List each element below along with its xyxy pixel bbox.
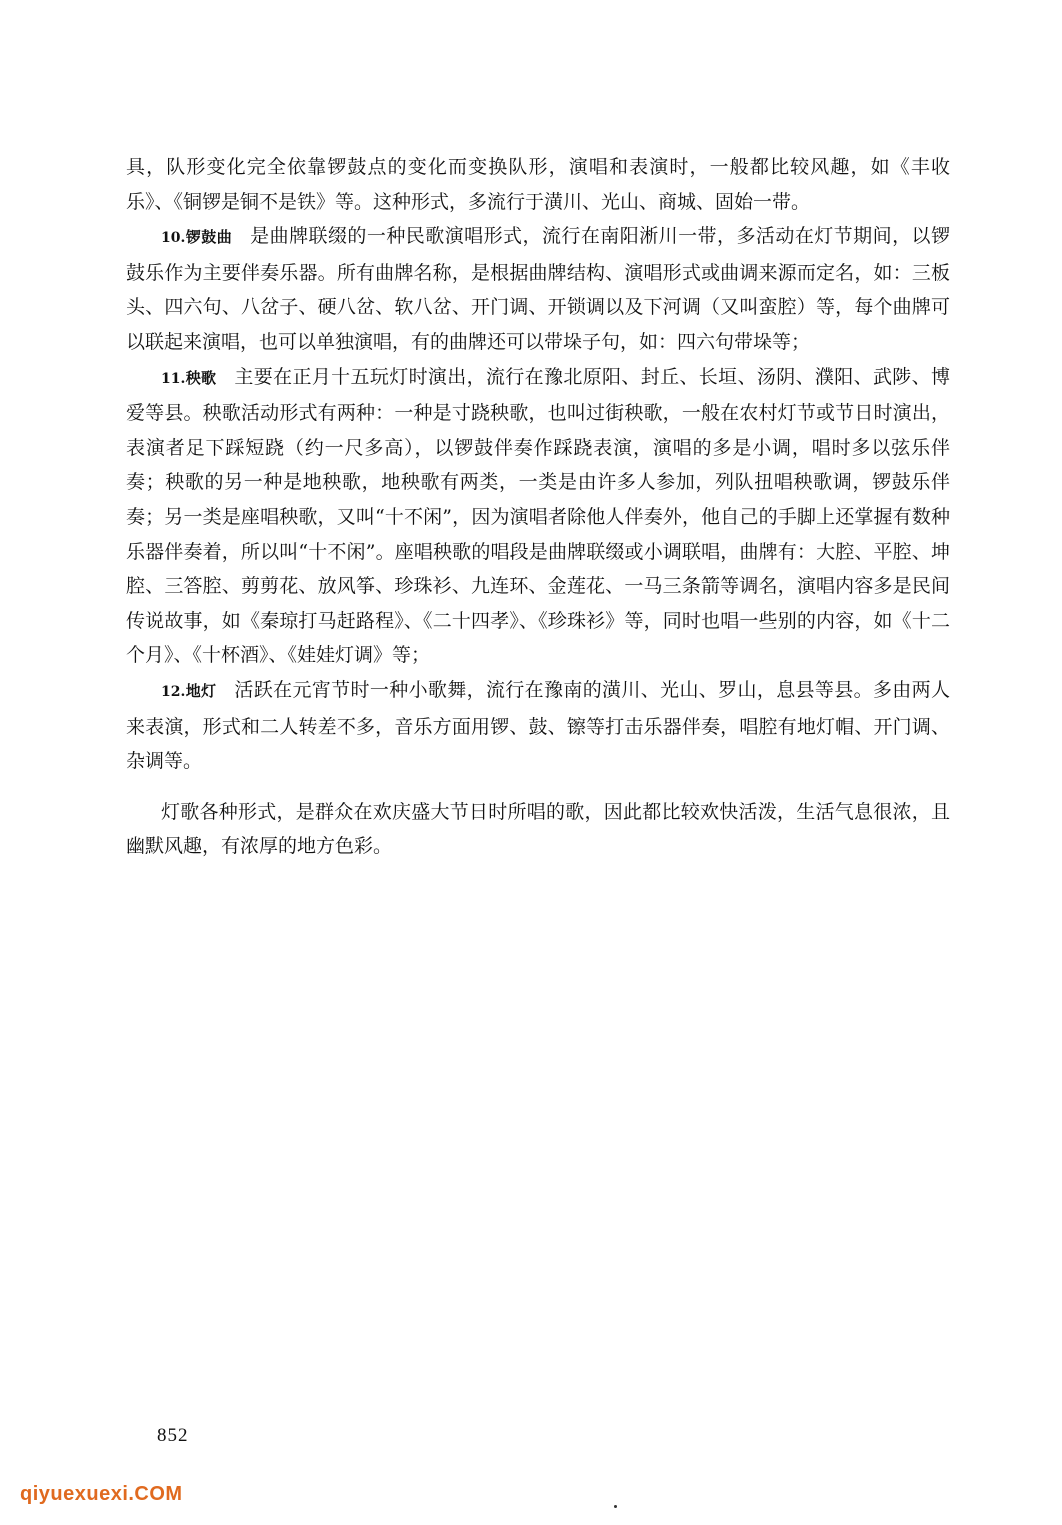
paragraph-closing: 灯歌各种形式，是群众在欢庆盛大节日时所唱的歌，因此都比较欢快活泼，生活气息很浓，且幽默风趣，有浓厚的地方色彩。: [126, 800, 950, 858]
item-number: 12.: [161, 683, 186, 700]
list-item-yangge: [126, 360, 950, 673]
paragraph-continuation: 具，队形变化完全依靠锣鼓点的变化而变换队形，演唱和表演时，一般都比较风趣，如《丰收乐》、《铜锣是铜不是铁》等。这种形式，多流行于潢川、光山、商城、固始一带。: [126, 156, 950, 213]
list-item-luogu-qu: [126, 219, 950, 359]
list-item-didi-deng: [126, 673, 950, 779]
item-text: 活跃在元宵节时一种小歌舞，流行在豫南的潢川、光山、罗山，息县等县。多由两人来表演，形式和二人转差不多，音乐方面用锣、鼓、镲等打击乐器伴奏，唱腔有地灯帽、开门调、杂调等。: [126, 678, 950, 773]
scan-speck: [614, 1505, 617, 1508]
item-text: 主要在正月十五玩灯时演出，流行在豫北原阳、封丘、长垣、汤阴、濮阳、武陟、博爱等县。秧歌活动形式有两种：一种是寸跷秧歌，也叫过街秧歌，一般在农村灯节或节日时演出，表演者足下踩短跷（约一尺多高），以锣鼓伴奏作踩跷表演，演唱的多是小调，唱时多以弦乐伴奏；秧歌的另一种是地秧歌，地秧歌有两类，一类是由许多人参加，列队扭唱秧歌调，锣鼓乐伴奏；另一类是座唱秧歌，又叫“十不闲”，因为演唱者除他人伴奏外，他自己的手脚上还掌握有数种乐器伴奏着，所以叫“十不闲”。座唱秧歌的唱段是曲牌联缀或小调联唱，曲牌有：大腔、平腔、坤腔、三答腔、剪剪花、放风筝、珍珠衫、九连环、金莲花、一马三条箭等调名，演唱内容多是民间传说故事，如《秦琼打马赶路程》、《二十四孝》、《珍珠衫》等，同时也唱一些别的内容，如《十二个月》、《十杯酒》、《娃娃灯调》等；: [126, 365, 950, 667]
item-term: 秧歌: [185, 368, 217, 387]
item-term: 锣鼓曲: [185, 228, 233, 247]
item-number: 10.: [161, 230, 186, 247]
document-body: [126, 150, 950, 864]
item-term: 地灯: [185, 681, 217, 700]
item-text: 是曲牌联缀的一种民歌演唱形式，流行在南阳淅川一带，多活动在灯节期间，以锣鼓乐作为主要伴奏乐器。所有曲牌名称，是根据曲牌结构、演唱形式或曲调来源而定名，如：三板头、四六句、八岔子、硬八岔、软八岔、开门调、开锁调以及下河调（又叫蛮腔）等，每个曲牌可以联起来演唱，也可以单独演唱，有的曲牌还可以带垛子句，如：四六句带垛等；: [126, 225, 950, 353]
page-number: 852: [157, 1425, 189, 1446]
item-number: 11.: [161, 370, 186, 387]
site-watermark: qiyuexuexi.COM: [20, 1483, 183, 1505]
